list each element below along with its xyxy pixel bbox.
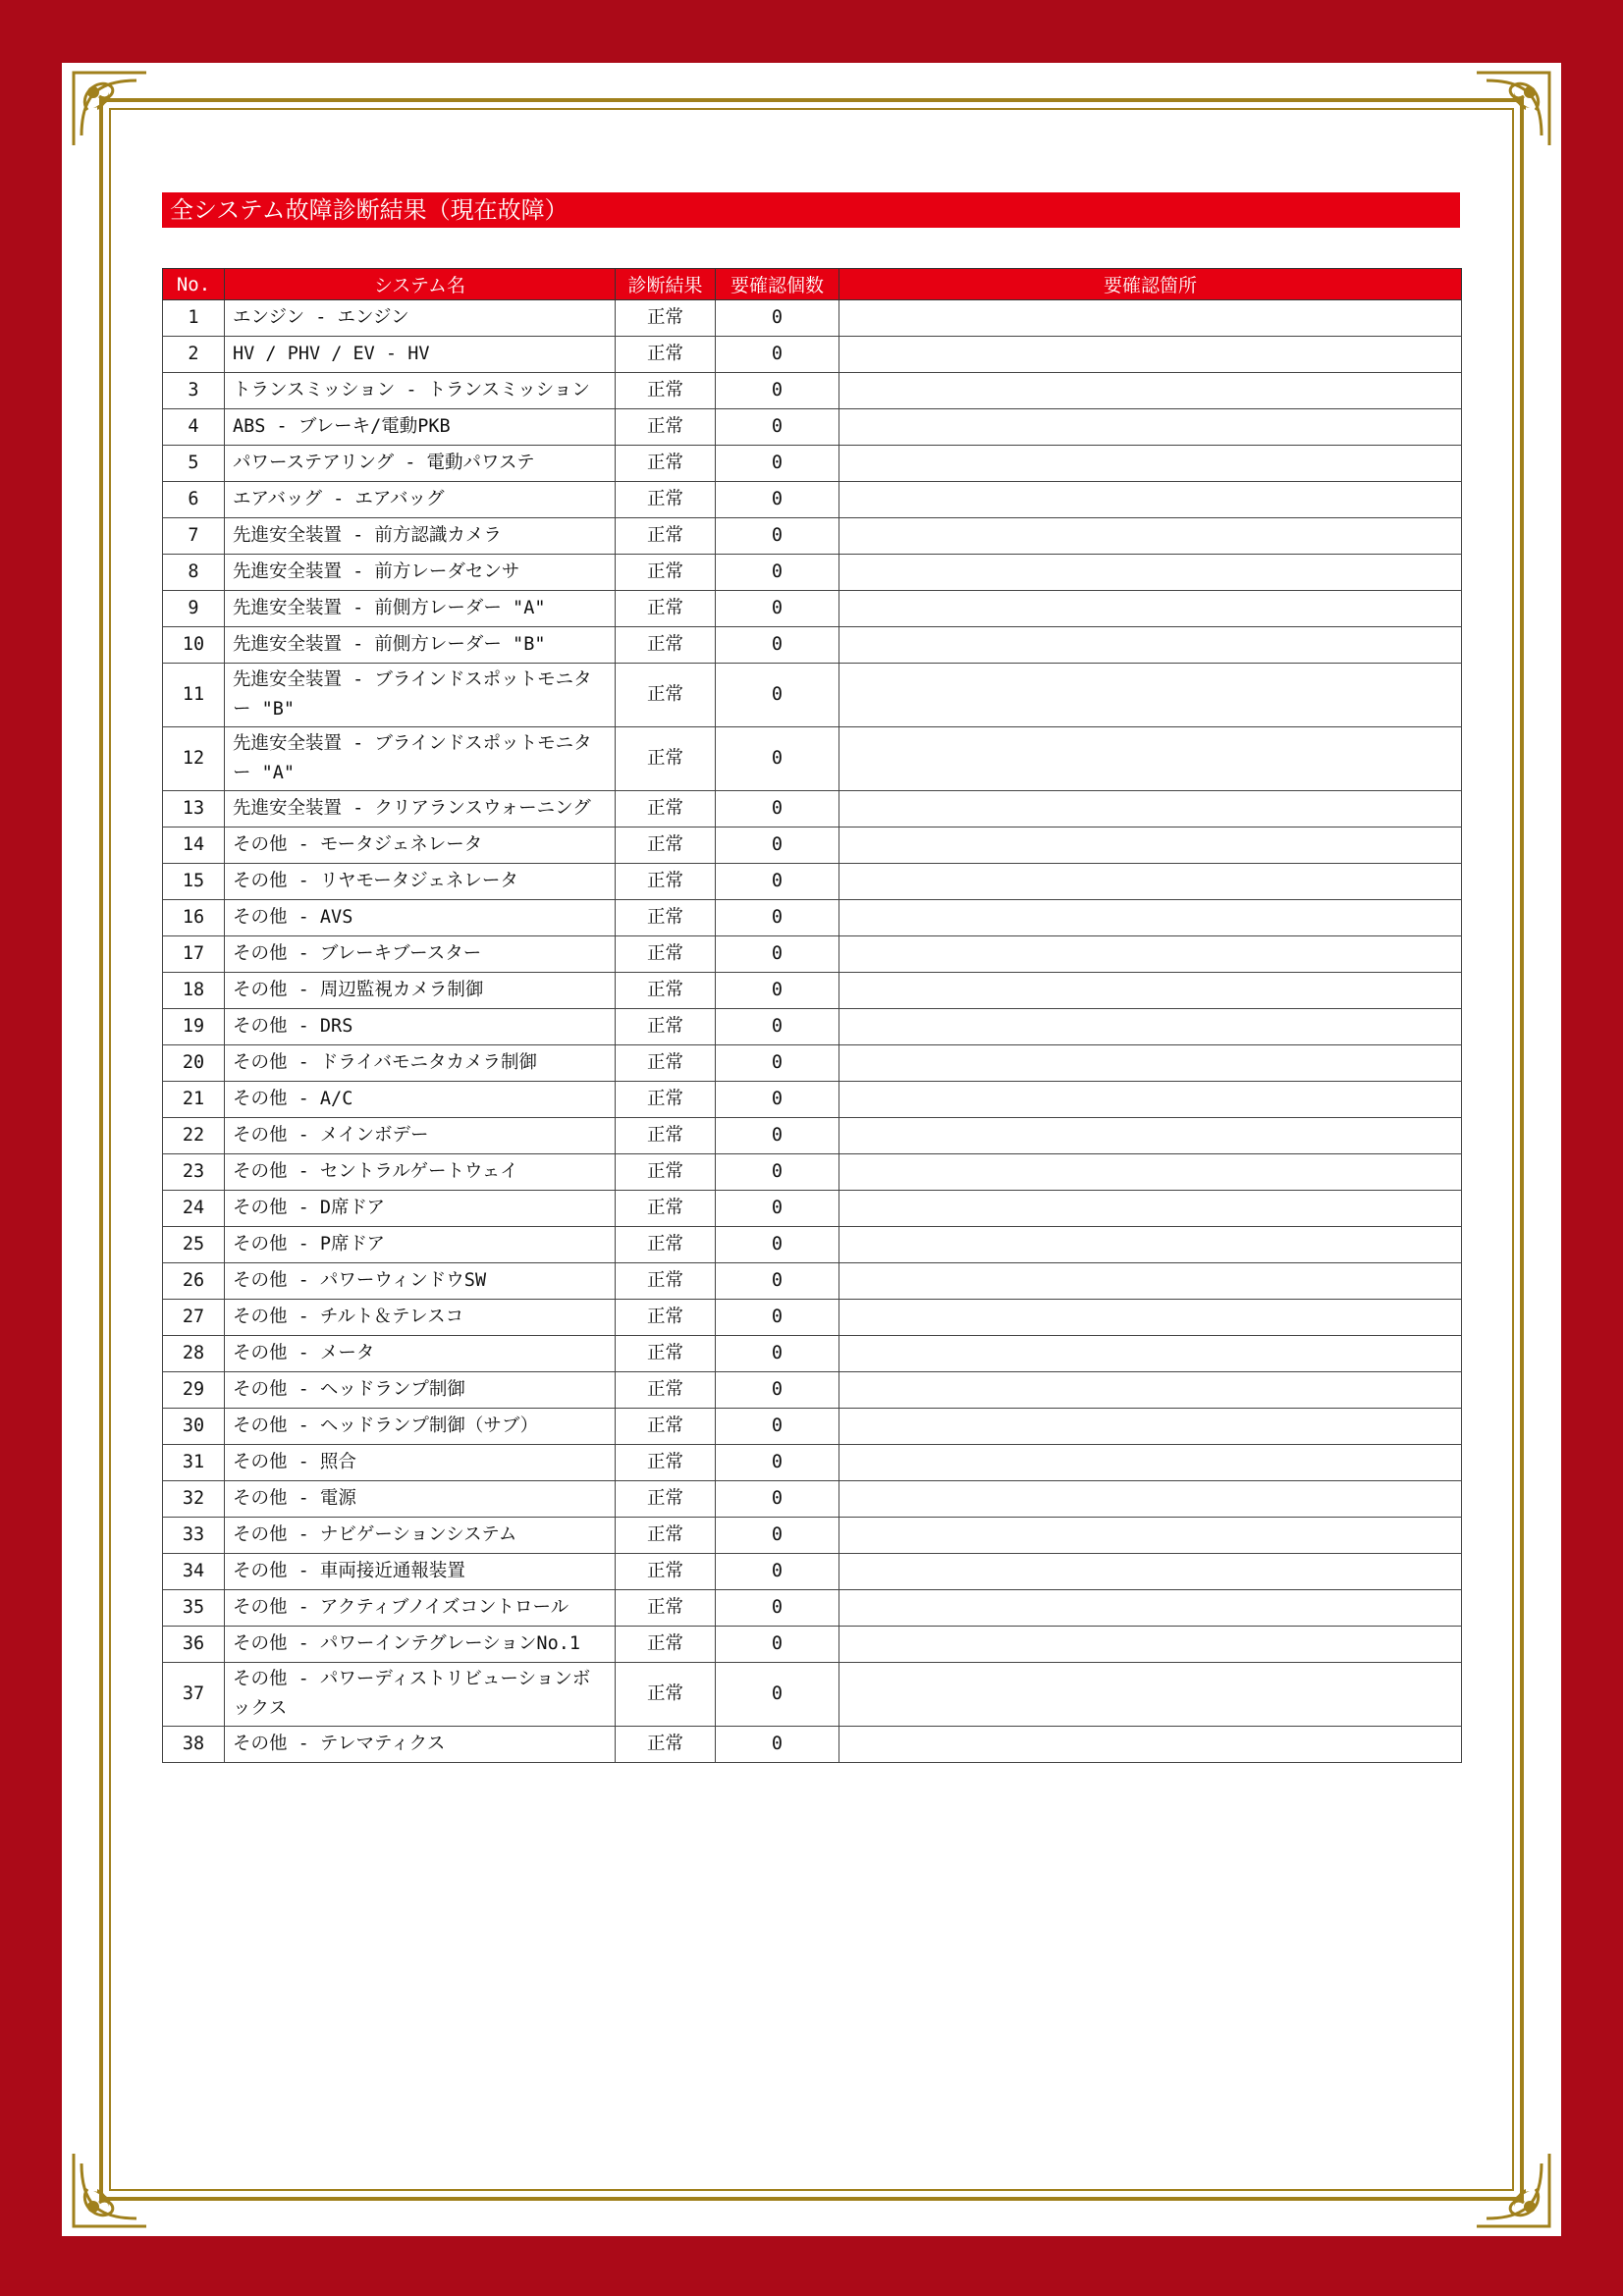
cell-result: 正常 bbox=[616, 300, 716, 337]
table-row bbox=[163, 1082, 1462, 1118]
table-row bbox=[163, 518, 1462, 555]
cell-no: 10 bbox=[163, 627, 225, 664]
cell-system-name: その他 - ブレーキブースター bbox=[225, 936, 616, 973]
cell-count: 0 bbox=[716, 591, 839, 627]
table-row bbox=[163, 828, 1462, 864]
table-row bbox=[163, 791, 1462, 828]
cell-no: 14 bbox=[163, 828, 225, 864]
cell-location bbox=[839, 727, 1462, 791]
cell-result: 正常 bbox=[616, 1409, 716, 1445]
cell-result: 正常 bbox=[616, 828, 716, 864]
cell-location bbox=[839, 482, 1462, 518]
table-row bbox=[163, 1191, 1462, 1227]
cell-count: 0 bbox=[716, 409, 839, 446]
cell-location bbox=[839, 900, 1462, 936]
cell-count: 0 bbox=[716, 300, 839, 337]
cell-count: 0 bbox=[716, 1409, 839, 1445]
cell-count: 0 bbox=[716, 1082, 839, 1118]
cell-result: 正常 bbox=[616, 1191, 716, 1227]
cell-no: 26 bbox=[163, 1263, 225, 1300]
cell-system-name: その他 - DRS bbox=[225, 1009, 616, 1045]
cell-system-name: HV / PHV / EV - HV bbox=[225, 337, 616, 373]
cell-system-name: 先進安全装置 - ブラインドスポットモニター "A" bbox=[225, 727, 616, 791]
table-row bbox=[163, 1518, 1462, 1554]
cell-location bbox=[839, 1045, 1462, 1082]
table-row bbox=[163, 1300, 1462, 1336]
cell-system-name: 先進安全装置 - 前側方レーダー "A" bbox=[225, 591, 616, 627]
table-row bbox=[163, 1445, 1462, 1481]
cell-system-name: その他 - ヘッドランプ制御 bbox=[225, 1372, 616, 1409]
cell-no: 31 bbox=[163, 1445, 225, 1481]
cell-no: 23 bbox=[163, 1154, 225, 1191]
cell-no: 28 bbox=[163, 1336, 225, 1372]
cell-no: 21 bbox=[163, 1082, 225, 1118]
cell-result: 正常 bbox=[616, 664, 716, 727]
cell-location bbox=[839, 1372, 1462, 1409]
cell-system-name: その他 - 車両接近通報装置 bbox=[225, 1554, 616, 1590]
cell-no: 27 bbox=[163, 1300, 225, 1336]
cell-no: 6 bbox=[163, 482, 225, 518]
cell-system-name: その他 - AVS bbox=[225, 900, 616, 936]
cell-count: 0 bbox=[716, 1336, 839, 1372]
corner-ornament-icon bbox=[1471, 2148, 1555, 2232]
cell-location bbox=[839, 1727, 1462, 1763]
cell-location bbox=[839, 1263, 1462, 1300]
cell-system-name: その他 - メータ bbox=[225, 1336, 616, 1372]
cell-system-name: その他 - D席ドア bbox=[225, 1191, 616, 1227]
cell-no: 30 bbox=[163, 1409, 225, 1445]
cell-no: 16 bbox=[163, 900, 225, 936]
table-row bbox=[163, 373, 1462, 409]
table-row bbox=[163, 1663, 1462, 1727]
cell-count: 0 bbox=[716, 1727, 839, 1763]
cell-system-name: その他 - 電源 bbox=[225, 1481, 616, 1518]
report-sheet bbox=[62, 63, 1561, 2236]
cell-result: 正常 bbox=[616, 446, 716, 482]
cell-count: 0 bbox=[716, 973, 839, 1009]
cell-result: 正常 bbox=[616, 409, 716, 446]
table-row bbox=[163, 1045, 1462, 1082]
cell-location bbox=[839, 1627, 1462, 1663]
table-row bbox=[163, 482, 1462, 518]
cell-result: 正常 bbox=[616, 900, 716, 936]
cell-no: 38 bbox=[163, 1727, 225, 1763]
cell-no: 8 bbox=[163, 555, 225, 591]
cell-result: 正常 bbox=[616, 1045, 716, 1082]
table-row bbox=[163, 1336, 1462, 1372]
cell-no: 15 bbox=[163, 864, 225, 900]
cell-system-name: その他 - 周辺監視カメラ制御 bbox=[225, 973, 616, 1009]
cell-system-name: パワーステアリング - 電動パワステ bbox=[225, 446, 616, 482]
cell-system-name: その他 - パワーウィンドウSW bbox=[225, 1263, 616, 1300]
cell-system-name: その他 - ナビゲーションシステム bbox=[225, 1518, 616, 1554]
cell-count: 0 bbox=[716, 1154, 839, 1191]
cell-result: 正常 bbox=[616, 1663, 716, 1727]
cell-no: 19 bbox=[163, 1009, 225, 1045]
cell-system-name: その他 - パワーディストリビューションボックス bbox=[225, 1663, 616, 1727]
cell-count: 0 bbox=[716, 627, 839, 664]
cell-no: 11 bbox=[163, 664, 225, 727]
cell-no: 17 bbox=[163, 936, 225, 973]
column-header-location: 要確認箇所 bbox=[839, 269, 1462, 300]
cell-no: 1 bbox=[163, 300, 225, 337]
cell-system-name: ABS - ブレーキ/電動PKB bbox=[225, 409, 616, 446]
cell-count: 0 bbox=[716, 482, 839, 518]
table-row bbox=[163, 1227, 1462, 1263]
cell-result: 正常 bbox=[616, 936, 716, 973]
cell-location bbox=[839, 1300, 1462, 1336]
cell-no: 29 bbox=[163, 1372, 225, 1409]
cell-result: 正常 bbox=[616, 1481, 716, 1518]
cell-count: 0 bbox=[716, 1227, 839, 1263]
cell-system-name: その他 - 照合 bbox=[225, 1445, 616, 1481]
cell-result: 正常 bbox=[616, 482, 716, 518]
cell-result: 正常 bbox=[616, 973, 716, 1009]
cell-result: 正常 bbox=[616, 1336, 716, 1372]
cell-location bbox=[839, 1409, 1462, 1445]
table-row bbox=[163, 1727, 1462, 1763]
cell-location bbox=[839, 1336, 1462, 1372]
cell-result: 正常 bbox=[616, 1727, 716, 1763]
table-row bbox=[163, 555, 1462, 591]
cell-count: 0 bbox=[716, 1045, 839, 1082]
cell-result: 正常 bbox=[616, 1627, 716, 1663]
column-header-no: No. bbox=[163, 269, 225, 300]
table-row bbox=[163, 1009, 1462, 1045]
cell-result: 正常 bbox=[616, 1372, 716, 1409]
cell-count: 0 bbox=[716, 828, 839, 864]
cell-count: 0 bbox=[716, 1481, 839, 1518]
cell-result: 正常 bbox=[616, 591, 716, 627]
cell-no: 13 bbox=[163, 791, 225, 828]
table-row bbox=[163, 1590, 1462, 1627]
cell-count: 0 bbox=[716, 518, 839, 555]
cell-location bbox=[839, 936, 1462, 973]
column-header-count: 要確認個数 bbox=[716, 269, 839, 300]
cell-no: 3 bbox=[163, 373, 225, 409]
cell-no: 22 bbox=[163, 1118, 225, 1154]
cell-no: 37 bbox=[163, 1663, 225, 1727]
cell-result: 正常 bbox=[616, 727, 716, 791]
cell-result: 正常 bbox=[616, 373, 716, 409]
cell-count: 0 bbox=[716, 1590, 839, 1627]
cell-result: 正常 bbox=[616, 337, 716, 373]
cell-location bbox=[839, 1154, 1462, 1191]
cell-no: 34 bbox=[163, 1554, 225, 1590]
cell-location bbox=[839, 300, 1462, 337]
cell-system-name: その他 - モータジェネレータ bbox=[225, 828, 616, 864]
cell-count: 0 bbox=[716, 1445, 839, 1481]
cell-result: 正常 bbox=[616, 1154, 716, 1191]
cell-location bbox=[839, 555, 1462, 591]
cell-location bbox=[839, 1663, 1462, 1727]
cell-no: 7 bbox=[163, 518, 225, 555]
page-title: 全システム故障診断結果（現在故障） bbox=[162, 192, 1460, 228]
cell-system-name: その他 - ヘッドランプ制御（サブ） bbox=[225, 1409, 616, 1445]
cell-location bbox=[839, 1554, 1462, 1590]
cell-location bbox=[839, 373, 1462, 409]
cell-location bbox=[839, 446, 1462, 482]
cell-count: 0 bbox=[716, 936, 839, 973]
cell-result: 正常 bbox=[616, 1227, 716, 1263]
cell-count: 0 bbox=[716, 1009, 839, 1045]
cell-result: 正常 bbox=[616, 1518, 716, 1554]
table-row bbox=[163, 409, 1462, 446]
table-row bbox=[163, 727, 1462, 791]
cell-system-name: 先進安全装置 - 前方認識カメラ bbox=[225, 518, 616, 555]
cell-no: 4 bbox=[163, 409, 225, 446]
cell-location bbox=[839, 1590, 1462, 1627]
cell-result: 正常 bbox=[616, 627, 716, 664]
cell-location bbox=[839, 864, 1462, 900]
cell-system-name: その他 - セントラルゲートウェイ bbox=[225, 1154, 616, 1191]
cell-count: 0 bbox=[716, 900, 839, 936]
cell-result: 正常 bbox=[616, 555, 716, 591]
cell-result: 正常 bbox=[616, 518, 716, 555]
corner-ornament-icon bbox=[68, 67, 152, 151]
column-header-result: 診断結果 bbox=[616, 269, 716, 300]
table-row bbox=[163, 1118, 1462, 1154]
cell-result: 正常 bbox=[616, 1082, 716, 1118]
table-row bbox=[163, 300, 1462, 337]
table-row bbox=[163, 627, 1462, 664]
corner-ornament-icon bbox=[68, 2148, 152, 2232]
table-row bbox=[163, 1263, 1462, 1300]
cell-result: 正常 bbox=[616, 1009, 716, 1045]
cell-count: 0 bbox=[716, 373, 839, 409]
cell-no: 2 bbox=[163, 337, 225, 373]
table-row bbox=[163, 1409, 1462, 1445]
cell-count: 0 bbox=[716, 1263, 839, 1300]
cell-system-name: 先進安全装置 - クリアランスウォーニング bbox=[225, 791, 616, 828]
cell-no: 9 bbox=[163, 591, 225, 627]
cell-system-name: エンジン - エンジン bbox=[225, 300, 616, 337]
table-row bbox=[163, 1372, 1462, 1409]
cell-system-name: その他 - チルト＆テレスコ bbox=[225, 1300, 616, 1336]
table-row bbox=[163, 864, 1462, 900]
cell-no: 12 bbox=[163, 727, 225, 791]
cell-no: 20 bbox=[163, 1045, 225, 1082]
corner-ornament-icon bbox=[1471, 67, 1555, 151]
cell-count: 0 bbox=[716, 1372, 839, 1409]
cell-system-name: その他 - P席ドア bbox=[225, 1227, 616, 1263]
cell-location bbox=[839, 591, 1462, 627]
cell-system-name: 先進安全装置 - ブラインドスポットモニター "B" bbox=[225, 664, 616, 727]
cell-no: 18 bbox=[163, 973, 225, 1009]
table-row bbox=[163, 973, 1462, 1009]
cell-system-name: その他 - テレマティクス bbox=[225, 1727, 616, 1763]
cell-location bbox=[839, 973, 1462, 1009]
cell-system-name: エアバッグ - エアバッグ bbox=[225, 482, 616, 518]
cell-result: 正常 bbox=[616, 1118, 716, 1154]
cell-result: 正常 bbox=[616, 1300, 716, 1336]
cell-result: 正常 bbox=[616, 1554, 716, 1590]
table-header-row bbox=[163, 269, 1462, 300]
cell-location bbox=[839, 1445, 1462, 1481]
cell-count: 0 bbox=[716, 1663, 839, 1727]
cell-count: 0 bbox=[716, 727, 839, 791]
cell-no: 5 bbox=[163, 446, 225, 482]
cell-no: 24 bbox=[163, 1191, 225, 1227]
table-row bbox=[163, 591, 1462, 627]
cell-result: 正常 bbox=[616, 1590, 716, 1627]
cell-result: 正常 bbox=[616, 864, 716, 900]
table-row bbox=[163, 664, 1462, 727]
cell-no: 25 bbox=[163, 1227, 225, 1263]
cell-location bbox=[839, 337, 1462, 373]
cell-count: 0 bbox=[716, 446, 839, 482]
cell-system-name: その他 - パワーインテグレーションNo.1 bbox=[225, 1627, 616, 1663]
cell-count: 0 bbox=[716, 555, 839, 591]
table-row bbox=[163, 1154, 1462, 1191]
cell-location bbox=[839, 828, 1462, 864]
cell-location bbox=[839, 518, 1462, 555]
cell-result: 正常 bbox=[616, 1263, 716, 1300]
cell-location bbox=[839, 1227, 1462, 1263]
cell-count: 0 bbox=[716, 1554, 839, 1590]
cell-count: 0 bbox=[716, 864, 839, 900]
cell-count: 0 bbox=[716, 664, 839, 727]
cell-system-name: その他 - ドライバモニタカメラ制御 bbox=[225, 1045, 616, 1082]
cell-location bbox=[839, 1082, 1462, 1118]
cell-no: 35 bbox=[163, 1590, 225, 1627]
cell-system-name: トランスミッション - トランスミッション bbox=[225, 373, 616, 409]
table-row bbox=[163, 900, 1462, 936]
cell-result: 正常 bbox=[616, 791, 716, 828]
cell-system-name: その他 - リヤモータジェネレータ bbox=[225, 864, 616, 900]
cell-count: 0 bbox=[716, 1300, 839, 1336]
cell-location bbox=[839, 1009, 1462, 1045]
cell-no: 36 bbox=[163, 1627, 225, 1663]
cell-location bbox=[839, 1191, 1462, 1227]
cell-location bbox=[839, 627, 1462, 664]
cell-location bbox=[839, 791, 1462, 828]
cell-count: 0 bbox=[716, 1627, 839, 1663]
cell-system-name: その他 - アクティブノイズコントロール bbox=[225, 1590, 616, 1627]
cell-count: 0 bbox=[716, 1518, 839, 1554]
cell-result: 正常 bbox=[616, 1445, 716, 1481]
table-row bbox=[163, 1481, 1462, 1518]
column-header-system: システム名 bbox=[225, 269, 616, 300]
cell-system-name: 先進安全装置 - 前方レーダセンサ bbox=[225, 555, 616, 591]
diagnosis-table bbox=[162, 268, 1462, 1763]
cell-no: 33 bbox=[163, 1518, 225, 1554]
table-row bbox=[163, 936, 1462, 973]
cell-count: 0 bbox=[716, 791, 839, 828]
cell-no: 32 bbox=[163, 1481, 225, 1518]
cell-location bbox=[839, 664, 1462, 727]
table-row bbox=[163, 1627, 1462, 1663]
cell-system-name: 先進安全装置 - 前側方レーダー "B" bbox=[225, 627, 616, 664]
cell-system-name: その他 - A/C bbox=[225, 1082, 616, 1118]
cell-location bbox=[839, 1518, 1462, 1554]
cell-system-name: その他 - メインボデー bbox=[225, 1118, 616, 1154]
table-row bbox=[163, 337, 1462, 373]
table-row bbox=[163, 446, 1462, 482]
cell-count: 0 bbox=[716, 1118, 839, 1154]
cell-location bbox=[839, 1118, 1462, 1154]
cell-count: 0 bbox=[716, 1191, 839, 1227]
table-row bbox=[163, 1554, 1462, 1590]
cell-location bbox=[839, 409, 1462, 446]
cell-count: 0 bbox=[716, 337, 839, 373]
cell-location bbox=[839, 1481, 1462, 1518]
